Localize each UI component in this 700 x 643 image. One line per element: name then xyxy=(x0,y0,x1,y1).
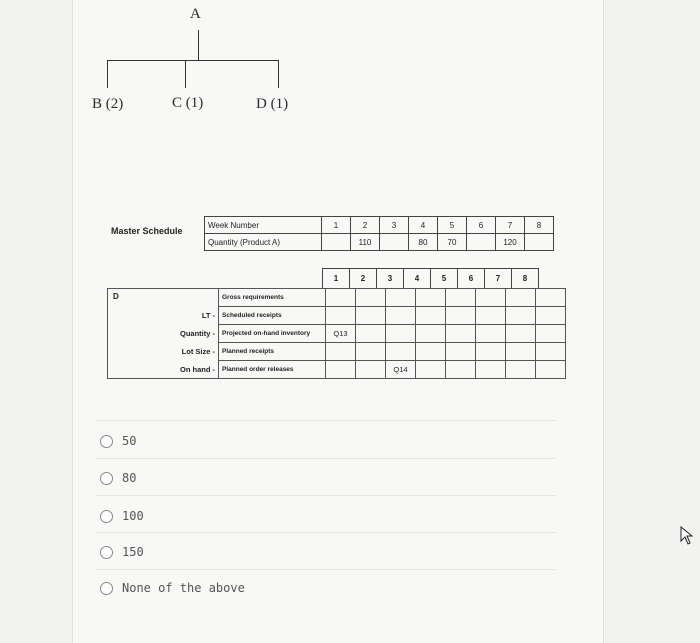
mrp-cell xyxy=(356,361,386,379)
mrp-row-label: Planned order releases xyxy=(219,361,326,379)
mrp-cell xyxy=(356,343,386,361)
mrp-week: 5 xyxy=(431,269,458,289)
mrp-cell xyxy=(506,289,536,307)
mrp-week: 4 xyxy=(404,269,431,289)
week-cell: 2 xyxy=(351,217,380,234)
mrp-cell xyxy=(506,343,536,361)
mrp-week: 2 xyxy=(350,269,377,289)
divider xyxy=(96,458,556,459)
mrp-row-label: Planned receipts xyxy=(219,343,326,361)
mrp-cell xyxy=(446,307,476,325)
mrp-week: 3 xyxy=(377,269,404,289)
mrp-cell xyxy=(536,325,566,343)
mrp-cell xyxy=(506,361,536,379)
mrp-cell xyxy=(416,289,446,307)
option-label: 100 xyxy=(122,509,144,523)
mrp-cell xyxy=(506,307,536,325)
week-cell: 3 xyxy=(380,217,409,234)
week-cell: 8 xyxy=(525,217,554,234)
radio-icon[interactable] xyxy=(100,546,113,559)
week-number-row xyxy=(205,217,554,234)
mrp-left-cell xyxy=(108,289,219,307)
tree-root-stem xyxy=(198,30,199,61)
quantity-cell xyxy=(467,234,496,251)
mrp-cell xyxy=(386,343,416,361)
radio-icon[interactable] xyxy=(100,435,113,448)
master-schedule-label: Master Schedule xyxy=(111,226,183,236)
mrp-row xyxy=(108,361,566,379)
mrp-cell xyxy=(446,343,476,361)
lt-label: LT - xyxy=(108,307,219,325)
divider xyxy=(96,532,556,533)
mrp-cell xyxy=(476,325,506,343)
week-cell: 6 xyxy=(467,217,496,234)
pointer-cursor-icon xyxy=(680,526,696,546)
quantity-left-label: Quantity - xyxy=(108,325,219,343)
mrp-table xyxy=(107,288,566,379)
quantity-label: Quantity (Product A) xyxy=(205,234,322,251)
mrp-week: 1 xyxy=(323,269,350,289)
quantity-cell: 110 xyxy=(351,234,380,251)
master-schedule-table xyxy=(204,216,554,251)
mrp-row-label: Gross requirements xyxy=(219,289,326,307)
mrp-cell xyxy=(386,289,416,307)
mrp-cell xyxy=(326,289,356,307)
tree-node-c: C (1) xyxy=(172,95,204,111)
mrp-row xyxy=(108,307,566,325)
divider xyxy=(96,420,556,421)
mrp-cell xyxy=(386,325,416,343)
quantity-row xyxy=(205,234,554,251)
quantity-cell xyxy=(322,234,351,251)
mrp-week: 8 xyxy=(512,269,539,289)
mrp-cell xyxy=(326,307,356,325)
mrp-cell xyxy=(536,361,566,379)
option-label: None of the above xyxy=(122,581,245,595)
quantity-cell: 120 xyxy=(496,234,525,251)
mrp-cell xyxy=(446,289,476,307)
tree-node-b: B (2) xyxy=(92,96,124,112)
option-150[interactable] xyxy=(100,545,144,559)
mrp-cell xyxy=(446,361,476,379)
lot-size-label: Lot Size - xyxy=(108,343,219,361)
mrp-cell: Q14 xyxy=(386,361,416,379)
mrp-cell xyxy=(416,325,446,343)
option-80[interactable] xyxy=(100,471,136,485)
mrp-cell xyxy=(476,289,506,307)
week-cell: 5 xyxy=(438,217,467,234)
mrp-cell xyxy=(356,289,386,307)
quantity-cell xyxy=(525,234,554,251)
mrp-week-header xyxy=(322,268,539,289)
option-label: 150 xyxy=(122,545,144,559)
tree-root-a: A xyxy=(190,6,201,22)
mrp-row xyxy=(108,325,566,343)
tree-node-d: D (1) xyxy=(256,96,289,112)
tree-branch-c xyxy=(185,60,186,88)
tree-branch-b xyxy=(107,60,108,88)
quantity-cell: 70 xyxy=(438,234,467,251)
mrp-cell xyxy=(416,361,446,379)
mrp-row-label: Scheduled receipts xyxy=(219,307,326,325)
mrp-cell xyxy=(386,307,416,325)
mrp-cell xyxy=(446,325,476,343)
week-cell: 1 xyxy=(322,217,351,234)
mrp-cell xyxy=(536,307,566,325)
option-50[interactable] xyxy=(100,434,136,448)
radio-icon[interactable] xyxy=(100,510,113,523)
week-cell: 7 xyxy=(496,217,525,234)
mrp-cell xyxy=(506,325,536,343)
mrp-row xyxy=(108,343,566,361)
mrp-cell xyxy=(476,361,506,379)
quantity-cell: 80 xyxy=(409,234,438,251)
radio-icon[interactable] xyxy=(100,472,113,485)
mrp-cell xyxy=(476,343,506,361)
mrp-row xyxy=(108,289,566,307)
divider xyxy=(96,495,556,496)
divider xyxy=(96,569,556,570)
option-label: 80 xyxy=(122,471,137,485)
tree-crossbar xyxy=(107,60,279,61)
mrp-week: 6 xyxy=(458,269,485,289)
mrp-cell xyxy=(326,343,356,361)
mrp-week: 7 xyxy=(485,269,512,289)
mrp-cell xyxy=(476,307,506,325)
option-label: 50 xyxy=(122,434,137,448)
quantity-cell xyxy=(380,234,409,251)
on-hand-label: On hand - xyxy=(108,361,219,379)
mrp-cell xyxy=(356,307,386,325)
mrp-row-label: Projected on-hand inventory xyxy=(219,325,326,343)
mrp-cell: Q13 xyxy=(326,325,356,343)
mrp-cell xyxy=(536,343,566,361)
mrp-cell xyxy=(416,343,446,361)
mrp-cell xyxy=(416,307,446,325)
mrp-cell xyxy=(326,361,356,379)
mrp-cell xyxy=(356,325,386,343)
mrp-cell xyxy=(536,289,566,307)
mrp-item-label: D xyxy=(113,292,119,301)
week-cell: 4 xyxy=(409,217,438,234)
week-number-label: Week Number xyxy=(205,217,322,234)
option-100[interactable] xyxy=(100,509,144,523)
radio-icon[interactable] xyxy=(100,582,113,595)
tree-branch-d xyxy=(278,60,279,88)
option-none[interactable] xyxy=(100,581,245,595)
